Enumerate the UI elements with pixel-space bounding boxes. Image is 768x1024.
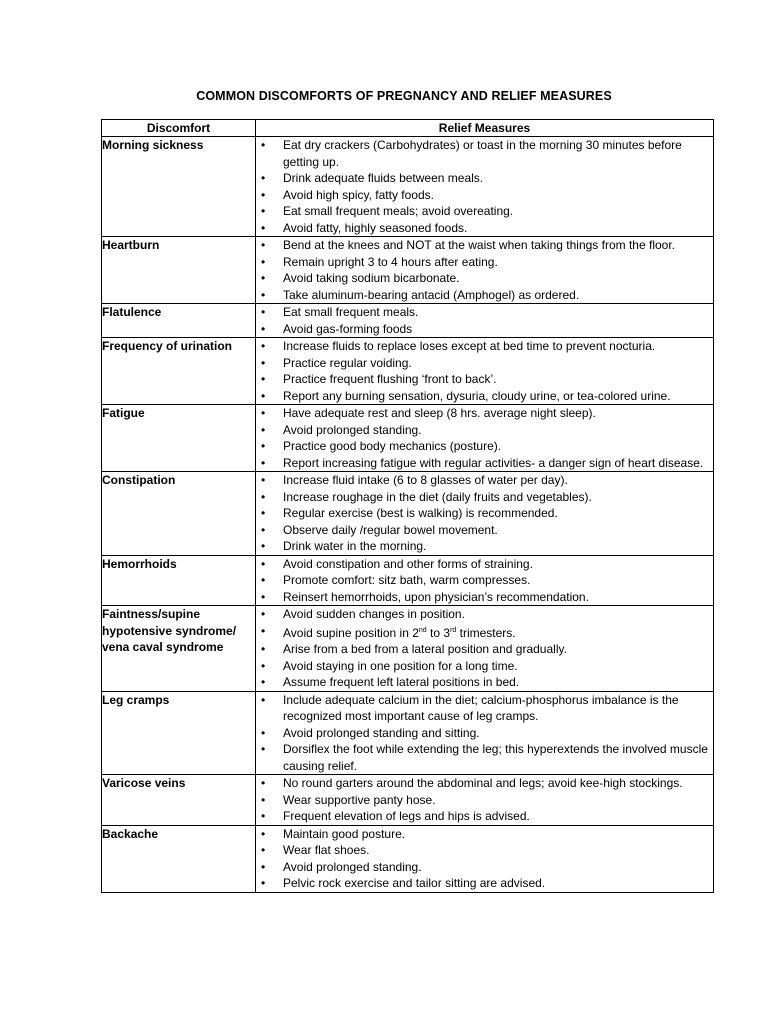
bullet-icon: •	[261, 171, 266, 185]
bullet-icon: •	[261, 675, 266, 689]
bullet-icon: •	[261, 742, 266, 756]
relief-measures-cell	[256, 338, 714, 405]
table-row	[102, 691, 714, 775]
list-item	[256, 405, 713, 422]
discomfort-cell: Fatigue	[102, 405, 256, 472]
list-item	[256, 875, 713, 892]
bullet-icon: •	[261, 792, 266, 807]
relief-measure-text: Dorsiflex the foot while extending the leg; this hyperextends the involved muscle causing relief.	[283, 742, 708, 773]
column-header-relief-measures: Relief Measures	[256, 120, 714, 137]
relief-measure-text: Avoid gas-forming foods	[283, 321, 413, 336]
relief-measures-cell	[256, 606, 714, 692]
discomfort-cell: Morning sickness	[102, 137, 256, 237]
bullet-icon: •	[261, 725, 266, 740]
relief-measure-text: Eat small frequent meals; avoid overeating.	[283, 204, 514, 218]
list-item	[256, 438, 713, 455]
relief-measures-list	[256, 826, 713, 892]
relief-measures-list	[256, 472, 713, 555]
list-item	[256, 489, 713, 506]
bullet-icon: •	[261, 623, 266, 638]
table-row	[102, 304, 714, 338]
bullet-icon: •	[261, 204, 266, 218]
relief-measure-text: Bend at the knees and NOT at the waist when taking things from the floor.	[283, 238, 676, 252]
list-item	[256, 338, 713, 355]
table-header-row	[102, 120, 714, 137]
list-item	[256, 254, 713, 271]
relief-measure-text: Increase roughage in the diet (daily fruits and vegetables).	[283, 489, 592, 504]
list-item	[256, 203, 713, 220]
relief-measure-text: Practice frequent flushing ‘front to back’.	[283, 372, 497, 386]
bullet-icon: •	[261, 355, 266, 370]
bullet-icon: •	[261, 187, 266, 202]
relief-measure-text: Include adequate calcium in the diet; calcium-phosphorus imbalance is the recognized most important cause of leg cramps.	[283, 692, 679, 723]
list-item	[256, 371, 713, 388]
relief-measures-list	[256, 405, 713, 471]
relief-measures-cell	[256, 775, 714, 826]
discomfort-cell: Heartburn	[102, 237, 256, 304]
relief-measure-text: Maintain good posture.	[283, 826, 406, 841]
bullet-icon: •	[261, 489, 266, 504]
list-item	[256, 859, 713, 876]
relief-measure-text: Take aluminum-bearing antacid (Amphogel) as ordered.	[283, 287, 580, 302]
bullet-icon: •	[261, 439, 266, 453]
relief-measure-text: Avoid constipation and other forms of straining.	[283, 556, 533, 571]
list-item	[256, 775, 713, 792]
relief-measure-text: Drink water in the morning.	[283, 539, 427, 553]
relief-measures-table	[101, 119, 714, 893]
relief-measure-text: Pelvic rock exercise and tailor sitting are advised.	[283, 876, 546, 890]
bullet-icon: •	[261, 522, 266, 537]
relief-measure-text: No round garters around the abdominal and legs; avoid kee-high stockings.	[283, 776, 683, 790]
list-item	[256, 792, 713, 809]
relief-measures-list	[256, 606, 713, 691]
relief-measure-text: Promote comfort: sitz bath, warm compresses.	[283, 573, 531, 587]
relief-measure-text: Practice good body mechanics (posture).	[283, 439, 502, 453]
column-header-discomfort: Discomfort	[102, 120, 256, 137]
table-row	[102, 472, 714, 556]
list-item	[256, 826, 713, 843]
relief-measures-list	[256, 137, 713, 236]
list-item	[256, 556, 713, 573]
relief-measure-text: Avoid sudden changes in position.	[283, 607, 465, 621]
bullet-icon: •	[261, 422, 266, 437]
list-item	[256, 589, 713, 606]
relief-measures-cell	[256, 691, 714, 775]
table-row	[102, 825, 714, 892]
relief-measure-text: Regular exercise (best is walking) is recommended.	[283, 506, 558, 520]
list-item	[256, 220, 713, 237]
relief-measure-text: Frequent elevation of legs and hips is advised.	[283, 809, 530, 823]
bullet-icon: •	[261, 809, 266, 823]
list-item	[256, 641, 713, 658]
relief-measure-text: Avoid supine position in 2nd to 3rd trimesters.	[283, 625, 516, 640]
relief-measure-text: Drink adequate fluids between meals.	[283, 171, 484, 185]
relief-measure-text: Wear flat shoes.	[283, 843, 370, 857]
list-item	[256, 137, 713, 170]
list-item	[256, 472, 713, 489]
relief-measure-text: Remain upright 3 to 4 hours after eating.	[283, 254, 498, 269]
list-item	[256, 606, 713, 623]
bullet-icon: •	[261, 305, 266, 319]
relief-measure-text: Assume frequent left lateral positions in bed.	[283, 675, 520, 689]
relief-measures-cell	[256, 825, 714, 892]
list-item	[256, 842, 713, 859]
document-title: COMMON DISCOMFORTS OF PREGNANCY AND RELIEF MEASURES	[196, 89, 612, 103]
list-item	[256, 808, 713, 825]
bullet-icon: •	[261, 556, 266, 571]
list-item	[256, 455, 713, 472]
table-row	[102, 606, 714, 692]
bullet-icon: •	[261, 271, 266, 285]
list-item	[256, 741, 713, 774]
bullet-icon: •	[261, 607, 266, 621]
table-row	[102, 405, 714, 472]
list-item	[256, 572, 713, 589]
discomfort-cell: Backache	[102, 825, 256, 892]
bullet-icon: •	[261, 573, 266, 587]
relief-measures-cell	[256, 304, 714, 338]
bullet-icon: •	[261, 238, 266, 252]
discomfort-cell: Frequency of urination	[102, 338, 256, 405]
list-item	[256, 237, 713, 254]
relief-measure-text: Eat dry crackers (Carbohydrates) or toast in the morning 30 minutes before getting up.	[283, 138, 682, 169]
relief-measure-text: Avoid prolonged standing and sitting.	[283, 725, 480, 740]
relief-measure-text: Eat small frequent meals.	[283, 305, 419, 319]
table-row	[102, 237, 714, 304]
bullet-icon: •	[261, 372, 266, 386]
list-item	[256, 187, 713, 204]
relief-measures-list	[256, 556, 713, 606]
list-item	[256, 304, 713, 321]
bullet-icon: •	[261, 506, 266, 520]
list-item	[256, 321, 713, 338]
list-item	[256, 355, 713, 372]
relief-measures-cell	[256, 405, 714, 472]
relief-measure-text: Avoid taking sodium bicarbonate.	[283, 271, 460, 285]
relief-measures-list	[256, 338, 713, 404]
list-item	[256, 505, 713, 522]
table-body	[102, 137, 714, 893]
discomfort-cell: Varicose veins	[102, 775, 256, 826]
relief-measure-text: Have adequate rest and sleep (8 hrs. average night sleep).	[283, 406, 596, 420]
bullet-icon: •	[261, 339, 266, 353]
list-item	[256, 725, 713, 742]
relief-measures-list	[256, 237, 713, 303]
list-item	[256, 270, 713, 287]
bullet-icon: •	[261, 859, 266, 874]
relief-measure-text: Practice regular voiding.	[283, 355, 412, 370]
bullet-icon: •	[261, 321, 266, 336]
list-item	[256, 170, 713, 187]
relief-measures-list	[256, 692, 713, 775]
relief-measure-text: Avoid fatty, highly seasoned foods.	[283, 220, 468, 235]
table-row	[102, 775, 714, 826]
relief-measure-text: Avoid high spicy, fatty foods.	[283, 187, 434, 202]
bullet-icon: •	[261, 826, 266, 841]
list-item	[256, 287, 713, 304]
relief-measures-cell	[256, 472, 714, 556]
relief-measure-text: Avoid prolonged standing.	[283, 422, 422, 437]
discomfort-cell: Flatulence	[102, 304, 256, 338]
relief-measure-text: Report any burning sensation, dysuria, cloudy urine, or tea-colored urine.	[283, 388, 671, 403]
table-row	[102, 137, 714, 237]
relief-measure-text: Observe daily /regular bowel movement.	[283, 522, 498, 537]
list-item	[256, 538, 713, 555]
relief-measure-text: Arise from a bed from a lateral position and gradually.	[283, 642, 567, 656]
relief-measures-cell	[256, 137, 714, 237]
relief-measures-list	[256, 775, 713, 825]
bullet-icon: •	[261, 589, 266, 604]
bullet-icon: •	[261, 254, 266, 269]
bullet-icon: •	[261, 539, 266, 553]
list-item	[256, 522, 713, 539]
list-item	[256, 623, 713, 642]
list-item	[256, 388, 713, 405]
discomfort-cell: Leg cramps	[102, 691, 256, 775]
relief-measure-text: Avoid prolonged standing.	[283, 859, 422, 874]
list-item	[256, 674, 713, 691]
discomfort-cell: Faintness/supine hypotensive syndrome/ vena caval syndrome	[102, 606, 256, 692]
relief-measure-text: Reinsert hemorrhoids, upon physician’s recommendation.	[283, 589, 589, 604]
list-item	[256, 658, 713, 675]
bullet-icon: •	[261, 642, 266, 656]
bullet-icon: •	[261, 220, 266, 235]
table-row	[102, 338, 714, 405]
discomfort-cell: Hemorrhoids	[102, 555, 256, 606]
relief-measure-text: Report increasing fatigue with regular activities- a danger sign of heart disease.	[283, 455, 704, 470]
bullet-icon: •	[261, 692, 266, 707]
list-item	[256, 422, 713, 439]
bullet-icon: •	[261, 843, 266, 857]
bullet-icon: •	[261, 876, 266, 890]
bullet-icon: •	[261, 138, 266, 152]
bullet-icon: •	[261, 455, 266, 470]
relief-measures-cell	[256, 237, 714, 304]
discomfort-cell: Constipation	[102, 472, 256, 556]
list-item	[256, 692, 713, 725]
relief-measure-text: Wear supportive panty hose.	[283, 792, 436, 807]
bullet-icon: •	[261, 658, 266, 673]
relief-measure-text: Avoid staying in one position for a long time.	[283, 658, 518, 673]
table-row	[102, 555, 714, 606]
bullet-icon: •	[261, 388, 266, 403]
bullet-icon: •	[261, 406, 266, 420]
bullet-icon: •	[261, 776, 266, 790]
relief-measures-list	[256, 304, 713, 337]
bullet-icon: •	[261, 473, 266, 487]
relief-measure-text: Increase fluid intake (6 to 8 glasses of water per day).	[283, 473, 568, 487]
relief-measures-cell	[256, 555, 714, 606]
relief-measure-text: Increase fluids to replace loses except at bed time to prevent nocturia.	[283, 339, 656, 353]
bullet-icon: •	[261, 287, 266, 302]
